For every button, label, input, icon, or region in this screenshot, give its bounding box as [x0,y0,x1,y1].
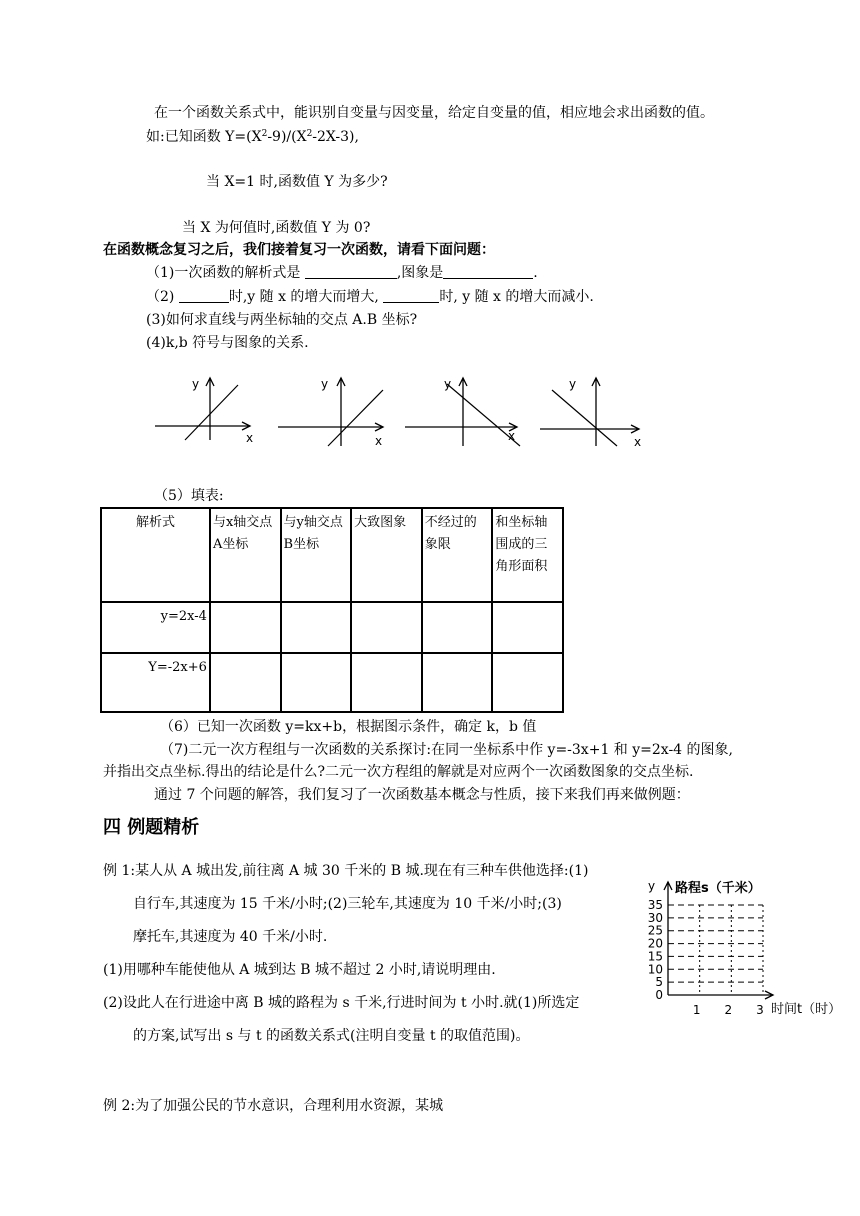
table-row [101,653,563,712]
review-item-1-text-c: . [533,265,538,281]
intro-function-suffix: -2X-3), [312,129,359,145]
item-7-line-1: （7)二元一次方程组与一次函数的关系探讨:在同一坐标系中作 y=-3x+1 和 y=2x-4 的图象, [160,742,733,758]
s-tick-labels [648,898,663,1002]
y-axis-letter: y [648,879,656,893]
review-item-1-text-b: ,图象是 [396,265,444,281]
review-item-2-text-c: 时, y 随 x 的增大而减小. [439,289,594,305]
review-item-2-text-a: （2) [146,289,175,305]
answer-cell[interactable] [422,653,493,712]
answer-cell[interactable] [492,653,563,712]
y-axis-label: y [192,377,200,391]
table-row [101,602,563,654]
s-tick-label: 25 [647,923,663,938]
intro-function-mid: -9)/(X [267,129,307,145]
row-label: Y=-2x+6 [101,653,210,712]
example-1-question-1: (1)用哪种车能使他从 A 城到达 B 城不超过 2 小时,请说明理由. [103,962,496,978]
header-cell: 与x轴交点A坐标 [210,508,281,602]
answer-blank [179,288,229,303]
intro-function-line [146,127,359,147]
example-1-question-2-line-1: (2)设此人在行进途中离 B 城的路程为 s 千米,行进时间为 t 小时.就(1)所选定 [103,995,580,1011]
y-axis-label: y [569,377,577,391]
answer-cell[interactable] [281,602,352,654]
graph-1 [150,370,270,445]
intro-question-1: 当 X=1 时,函数值 Y 为多少? [206,174,388,190]
example-1-line-2: 自行车,其速度为 15 千米/小时;(2)三轮车,其速度为 10 千米/小时;(3) [133,896,562,912]
answer-cell[interactable] [492,602,563,654]
answer-cell[interactable] [210,602,281,654]
t-tick-labels [693,1003,764,1017]
x-axis-label: x [246,431,254,445]
example-1-line-1: 例 1:某人从 A 城出发,前往离 A 城 30 千米的 B 城.现在有三种车供他选择:(1) [103,863,589,879]
x-axis-label: x [634,435,642,449]
graph-2 [273,370,398,450]
review-item-3: (3)如何求直线与两坐标轴的交点 A.B 坐标? [146,312,418,328]
header-cell: 不经过的象限 [422,508,493,602]
answer-blank [443,264,533,279]
header-cell: 解析式 [101,508,210,602]
item-6: （6）已知一次函数 y=kx+b，根据图示条件，确定 k，b 值 [160,719,537,735]
section-4-heading: 四 例题精析 [103,817,200,838]
example-1-line-3: 摩托车,其速度为 40 千米/小时. [133,929,328,945]
answer-cell[interactable] [422,602,493,654]
review-item-1-text-a: （1)一次函数的解析式是 [146,265,301,281]
example-2-line-1: 例 2:为了加强公民的节水意识，合理利用水资源，某城 [103,1098,444,1114]
s-tick-label: 5 [655,975,663,990]
distance-time-grid [645,872,853,1022]
item-7-line-2: 并指出交点坐标.得出的结论是什么?二元一次方程组的解就是对应两个一次函数图象的交点坐标. [103,764,694,780]
t-tick-label: 1 [692,1003,701,1017]
answer-cell[interactable] [351,602,422,654]
intro-function-prefix: 如:已知函数 Y=(X [146,129,262,145]
x-axis-label: x [508,429,516,443]
s-tick-label: 0 [655,988,663,1002]
answer-cell[interactable] [281,653,352,712]
answer-blank [383,288,439,303]
superscript: 2 [261,129,268,139]
t-axis-title: 时间t（时） [771,1002,842,1017]
y-axis-label: y [444,377,452,391]
header-cell: 与y轴交点B坐标 [281,508,352,602]
s-axis-title: 路程s（千米） [675,881,761,896]
superscript: 2 [306,129,313,139]
review-heading: 在函数概念复习之后，我们接着复习一次函数，请看下面问题： [103,242,495,258]
review-item-1 [146,263,538,283]
t-tick-label: 3 [756,1003,764,1017]
table-title: （5）填表: [154,488,224,504]
intro-line-1: 在一个函数关系式中，能识别自变量与因变量，给定自变量的值，相应地会求出函数的值。 [154,105,714,121]
answer-cell[interactable] [210,653,281,712]
function-line [185,385,238,440]
fill-in-table [100,507,564,713]
function-line [552,390,617,446]
header-cell: 和坐标轴围成的三角形面积 [492,508,563,602]
graph-4 [537,370,652,450]
s-tick-label: 20 [647,936,663,951]
row-label: y=2x-4 [101,602,210,654]
graph-3 [402,370,527,450]
summary-line: 通过 7 个问题的解答，我们复习了一次函数基本概念与性质，接下来我们再来做例题： [154,787,690,803]
review-item-2-text-b: 时,y 随 x 的增大而增大, [228,289,379,305]
s-tick-label: 30 [647,910,663,925]
s-tick-label: 15 [647,949,663,964]
s-tick-label: 35 [647,898,663,912]
review-item-2 [146,287,594,307]
y-axis-label: y [321,377,329,391]
answer-blank [305,264,397,279]
table-header-row [101,508,563,602]
intro-question-2: 当 X 为何值时,函数值 Y 为 0? [182,220,371,236]
t-tick-label: 2 [724,1003,733,1017]
review-item-4: (4)k,b 符号与图象的关系. [146,335,309,351]
example-1-question-2-line-2: 的方案,试写出 s 与 t 的函数关系式(注明自变量 t 的取值范围)。 [133,1028,530,1044]
answer-cell[interactable] [351,653,422,712]
x-axis-label: x [375,434,383,448]
grid-lines [668,905,763,995]
s-tick-label: 10 [647,962,663,977]
header-cell: 大致图象 [351,508,422,602]
